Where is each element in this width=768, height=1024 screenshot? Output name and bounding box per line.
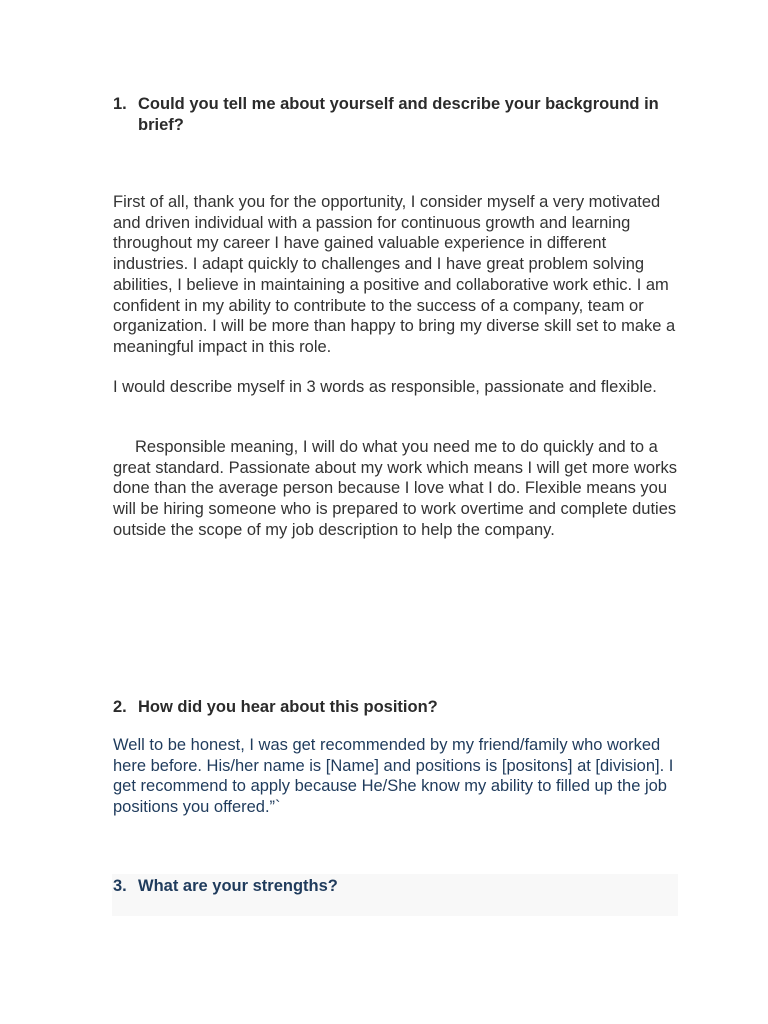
answer-1-paragraph-2: I would describe myself in 3 words as responsible, passionate and flexible. xyxy=(113,378,657,396)
question-1-heading xyxy=(113,94,678,136)
question-3-number: 3. xyxy=(113,877,127,895)
answer-1-paragraph-3: Responsible meaning, I will do what you need me to do quickly and to a great standard. Passionate about my work which means I will get more works done than the average person because I love what I do. Flexible means you will be hiring someone who is prepared to work overtime and complete duties outside the scope of my job description to help the company. xyxy=(113,438,677,539)
answer-1-paragraph-1: First of all, thank you for the opportunity, I consider myself a very motivated and driven individual with a passion for continuous growth and learning throughout my career I have gained valuable experience in different industries. I adapt quickly to challenges and I have great problem solving abilities, I believe in maintaining a positive and collaborative work ethic. I am confident in my ability to contribute to the success of a company, team or organization. I will be more than happy to bring my diverse skill set to make a meaningful impact in this role. xyxy=(113,193,676,356)
answer-2-paragraph-1: Well to be honest, I was get recommended by my friend/family who worked here before. His/her name is [Name] and positions is [positons] at [division]. I get recommend to apply because He/She know my ability to filled up the job positions you offered.”` xyxy=(113,736,674,817)
question-3-text: What are your strengths? xyxy=(138,877,338,895)
question-2-heading xyxy=(113,697,678,718)
question-2-text: How did you hear about this position? xyxy=(138,698,438,716)
question-1-text: Could you tell me about yourself and describe your background in brief? xyxy=(138,95,659,134)
question-3-heading xyxy=(113,876,678,897)
question-1-number: 1. xyxy=(113,95,127,113)
question-2-number: 2. xyxy=(113,698,127,716)
